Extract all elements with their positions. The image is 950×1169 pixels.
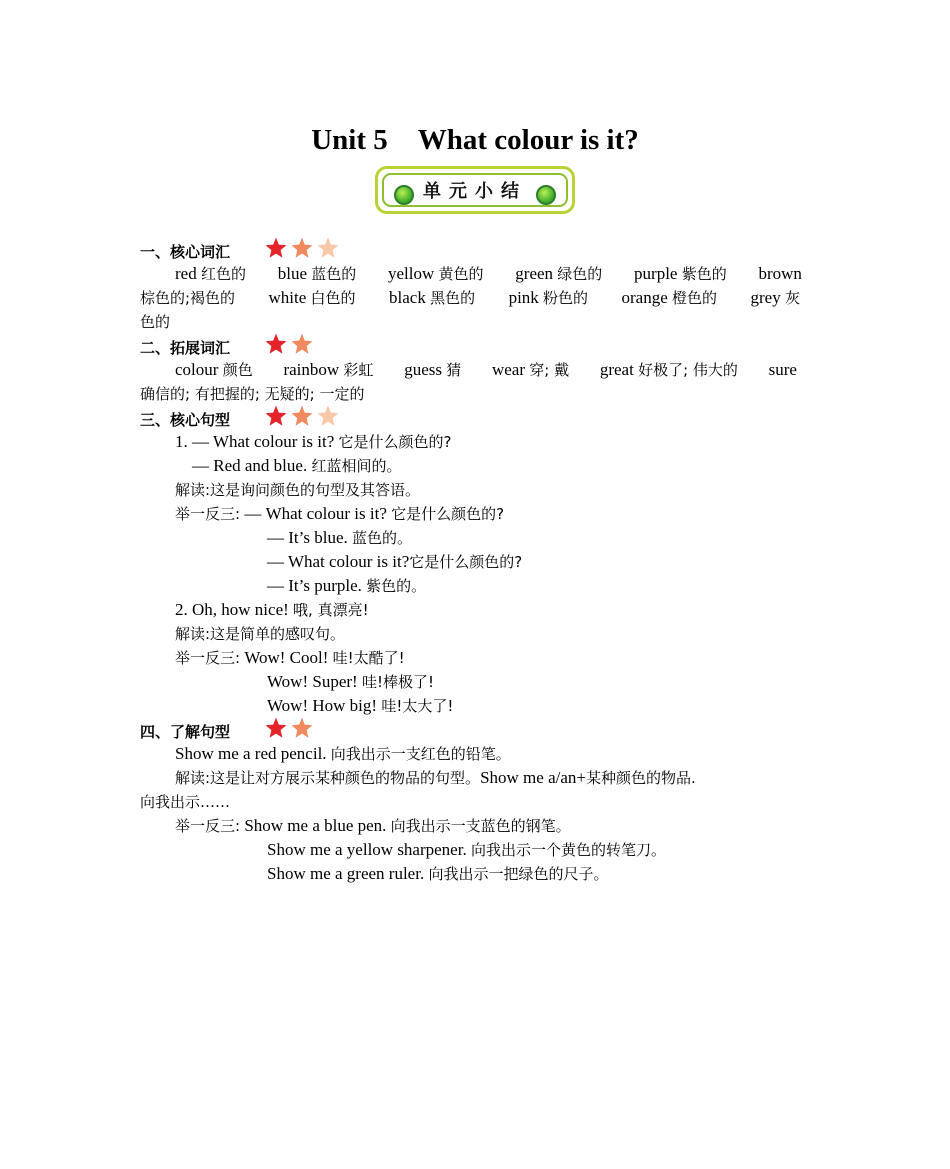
green-dot-icon (394, 185, 414, 205)
example-line: Show me a yellow sharpener. 向我出示一个黄色的转笔刀。 (267, 840, 666, 859)
explanation-continuation: 向我出示…… (140, 793, 231, 811)
page-title (0, 124, 950, 157)
title-text: What colour is it? (417, 124, 639, 156)
star-icon (290, 236, 314, 260)
vocab-item: red 红色的 (175, 264, 246, 283)
vocab-item: wear 穿; 戴 (491, 360, 570, 379)
vocab-item: rainbow 彩虹 (283, 360, 374, 379)
vocab-item: black 黑色的 (389, 288, 476, 307)
star-icon (290, 332, 314, 356)
vocab-continuation: 确信的; 有把握的; 无疑的; 一定的 (140, 385, 365, 403)
star-icon (316, 236, 340, 260)
example-line: Wow! How big! 哇!太大了! (267, 696, 454, 715)
badge-inner (382, 173, 568, 207)
example-line: Show me a green ruler. 向我出示一把绿色的尺子。 (267, 864, 609, 883)
star-icon (264, 236, 288, 260)
star-icon (290, 404, 314, 428)
vocab-item: great 好极了; 伟大的 (599, 360, 738, 379)
vocab-item: grey 灰 (750, 288, 800, 307)
explanation-line: 解读:这是让对方展示某种颜色的物品的句型。Show me a/an+某种颜色的物品. (175, 768, 696, 787)
vocab-item: pink 粉色的 (508, 288, 589, 307)
vocab-continuation: 色的 (140, 313, 171, 331)
example-line: — What colour is it?它是什么颜色的? (267, 552, 523, 571)
section-heading-core-sentences: 三、核心句型 (140, 411, 231, 429)
vocab-item: 棕色的;褐色的 (140, 289, 236, 307)
sentence-line: — Red and blue. 红蓝相间的。 (192, 456, 402, 475)
vocab-row (175, 263, 802, 285)
example-line: 举一反三: Wow! Cool! 哇!太酷了! (175, 648, 405, 667)
star-icon (316, 404, 340, 428)
example-line: — It’s blue. 蓝色的。 (267, 528, 413, 547)
rating-stars (264, 716, 314, 740)
explanation-line: 解读:这是简单的感叹句。 (175, 625, 346, 643)
explanation-line: 解读:这是询问颜色的句型及其答语。 (175, 481, 421, 499)
rating-stars (264, 236, 340, 260)
sentence-line: 1. — What colour is it? 它是什么颜色的? (175, 432, 452, 451)
vocab-item: orange 橙色的 (621, 288, 718, 307)
green-dot-icon (536, 185, 556, 205)
vocab-row (175, 359, 797, 381)
star-icon (264, 716, 288, 740)
section-heading-extended-vocab: 二、拓展词汇 (140, 339, 231, 357)
vocab-item: green 绿色的 (515, 264, 603, 283)
unit-label: Unit 5 (311, 124, 388, 156)
example-line: — It’s purple. 紫色的。 (267, 576, 427, 595)
example-line: Wow! Super! 哇!棒极了! (267, 672, 434, 691)
vocab-item: yellow 黄色的 (388, 264, 484, 283)
vocab-item: white 白色的 (268, 288, 356, 307)
sentence-line: Show me a red pencil. 向我出示一支红色的铅笔。 (175, 744, 511, 763)
vocab-item: guess 猜 (404, 360, 462, 379)
star-icon (290, 716, 314, 740)
star-icon (264, 404, 288, 428)
rating-stars (264, 332, 314, 356)
vocab-item: sure (768, 360, 797, 379)
vocab-item: purple 紫色的 (634, 264, 727, 283)
vocab-item: colour 颜色 (175, 360, 253, 379)
rating-stars (264, 404, 340, 428)
section-heading-core-vocab: 一、核心词汇 (140, 243, 231, 261)
vocab-item: brown (758, 264, 802, 283)
badge-label: 单元小结 (423, 181, 527, 202)
section-heading-know-sentences: 四、了解句型 (140, 723, 231, 741)
vocab-item: blue 蓝色的 (277, 264, 357, 283)
vocab-row (140, 287, 800, 309)
star-icon (264, 332, 288, 356)
sentence-line: 2. Oh, how nice! 哦, 真漂亮! (175, 600, 369, 619)
example-line: 举一反三: Show me a blue pen. 向我出示一支蓝色的钢笔。 (175, 816, 571, 835)
example-line: 举一反三: — What colour is it? 它是什么颜色的? (175, 504, 505, 523)
unit-summary-badge (375, 166, 575, 214)
